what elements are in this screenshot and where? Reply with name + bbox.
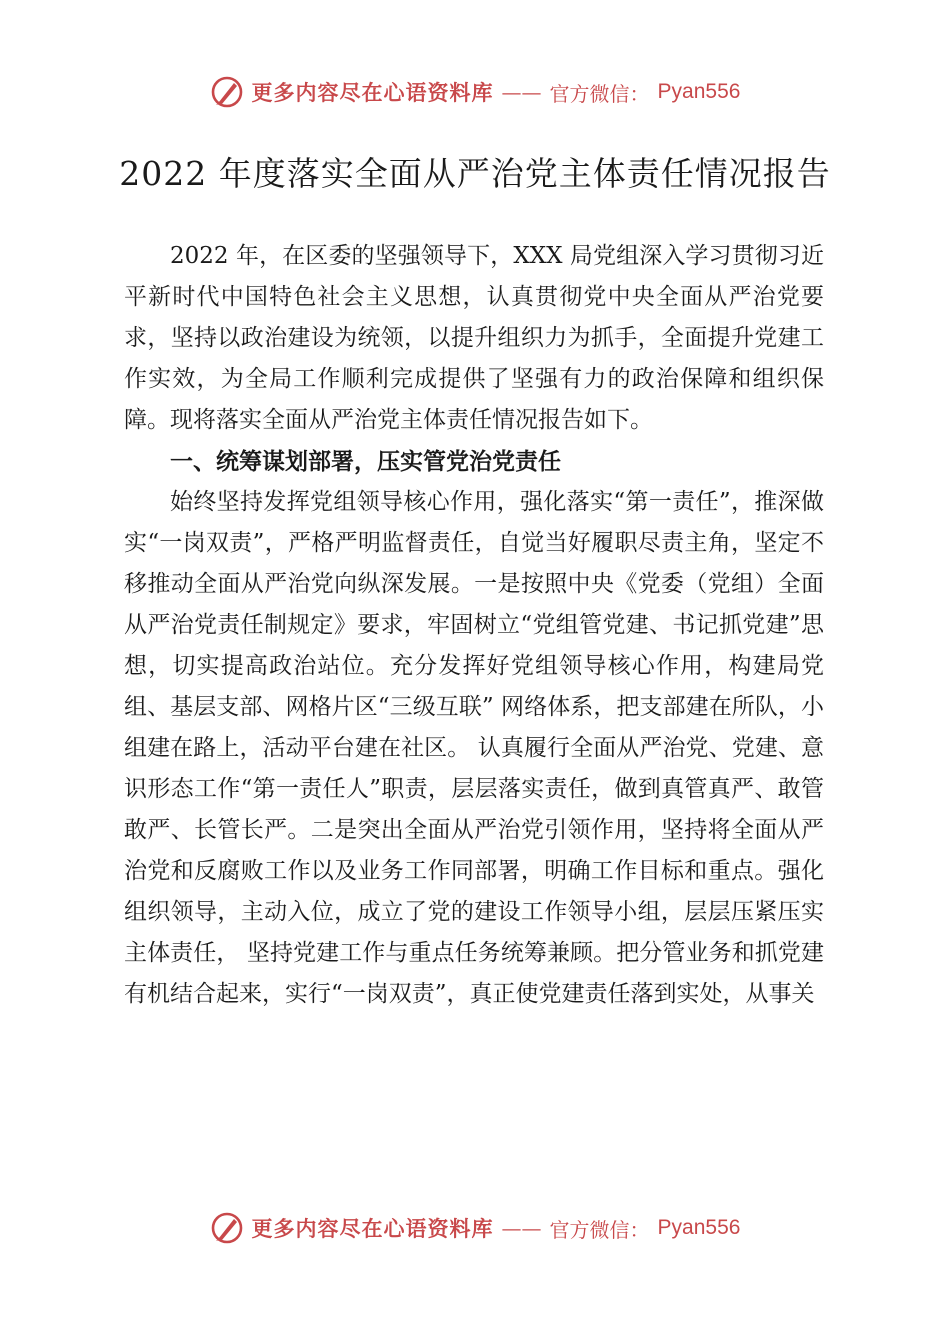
intro-paragraph: 2022 年，在区委的坚强领导下，XXX 局党组深入学习贯彻习近平新时代中国特色社会主义思想，认真贯彻党中央全面从严治党要求，坚持以政治建设为统领，以提升组织力为抓手，全面提升党建工作实效，为全局工作顺利完成提供了坚强有力的政治保障和组织保障。现将落实全面从严治党主体责任情况报告如下。	[124, 243, 824, 433]
header-watermark	[0, 72, 950, 112]
watermark-wechat-id: Pyan556	[657, 1216, 741, 1239]
watermark-site-text: 更多内容尽在心语资料库	[251, 1216, 494, 1241]
section-paragraph: 始终坚持发挥党组领导核心作用，强化落实“第一责任”，推深做实“一岗双责”，严格严明监督责任，自觉当好履职尽责主角，坚定不移推动全面从严治党向纵深发展。一是按照中央《党委（党组）全面从严治党责任制规定》要求，牢固树立“党组管党建、书记抓党建”思想，切实提高政治站位。充分发挥好党组领导核心作用，构建局党组、基层支部、网格片区“三级互联” 网络体系，把支部建在所队，小组建在路上，活动平台建在社区。 认真履行全面从严治党、党建、意识形态工作“第一责任人”职责，层层落实责任，做到真管真严、敢管敢严、长管长严。二是突出全面从严治党引领作用，坚持将全面从严治党和反腐败工作以及业务工作同部署，明确工作目标和重点。强化组织领导，主动入位，成立了党的建设工作领导小组，层层压紧压实主体责任， 坚持党建工作与重点任务统筹兼顾。把分管业务和抓党建有机结合起来，实行“一岗双责”，真正使党建责任落到实处，从事关	[124, 489, 824, 1007]
document-body	[124, 236, 824, 1015]
watermark-wechat-id: Pyan556	[657, 80, 741, 103]
footer-watermark	[0, 1208, 950, 1248]
document-title: 2022 年度落实全面从严治党主体责任情况报告	[119, 154, 831, 193]
watermark-site-text: 更多内容尽在心语资料库	[251, 80, 494, 105]
watermark-label: 官方微信：	[549, 81, 650, 106]
watermark-separator: ——	[501, 80, 542, 104]
section-heading: 一、统筹谋划部署，压实管党治党责任	[170, 448, 561, 475]
pen-logo-icon	[210, 75, 244, 109]
watermark-label: 官方微信：	[549, 1217, 650, 1242]
pen-logo-icon	[210, 1211, 244, 1245]
watermark-separator: ——	[501, 1216, 542, 1240]
